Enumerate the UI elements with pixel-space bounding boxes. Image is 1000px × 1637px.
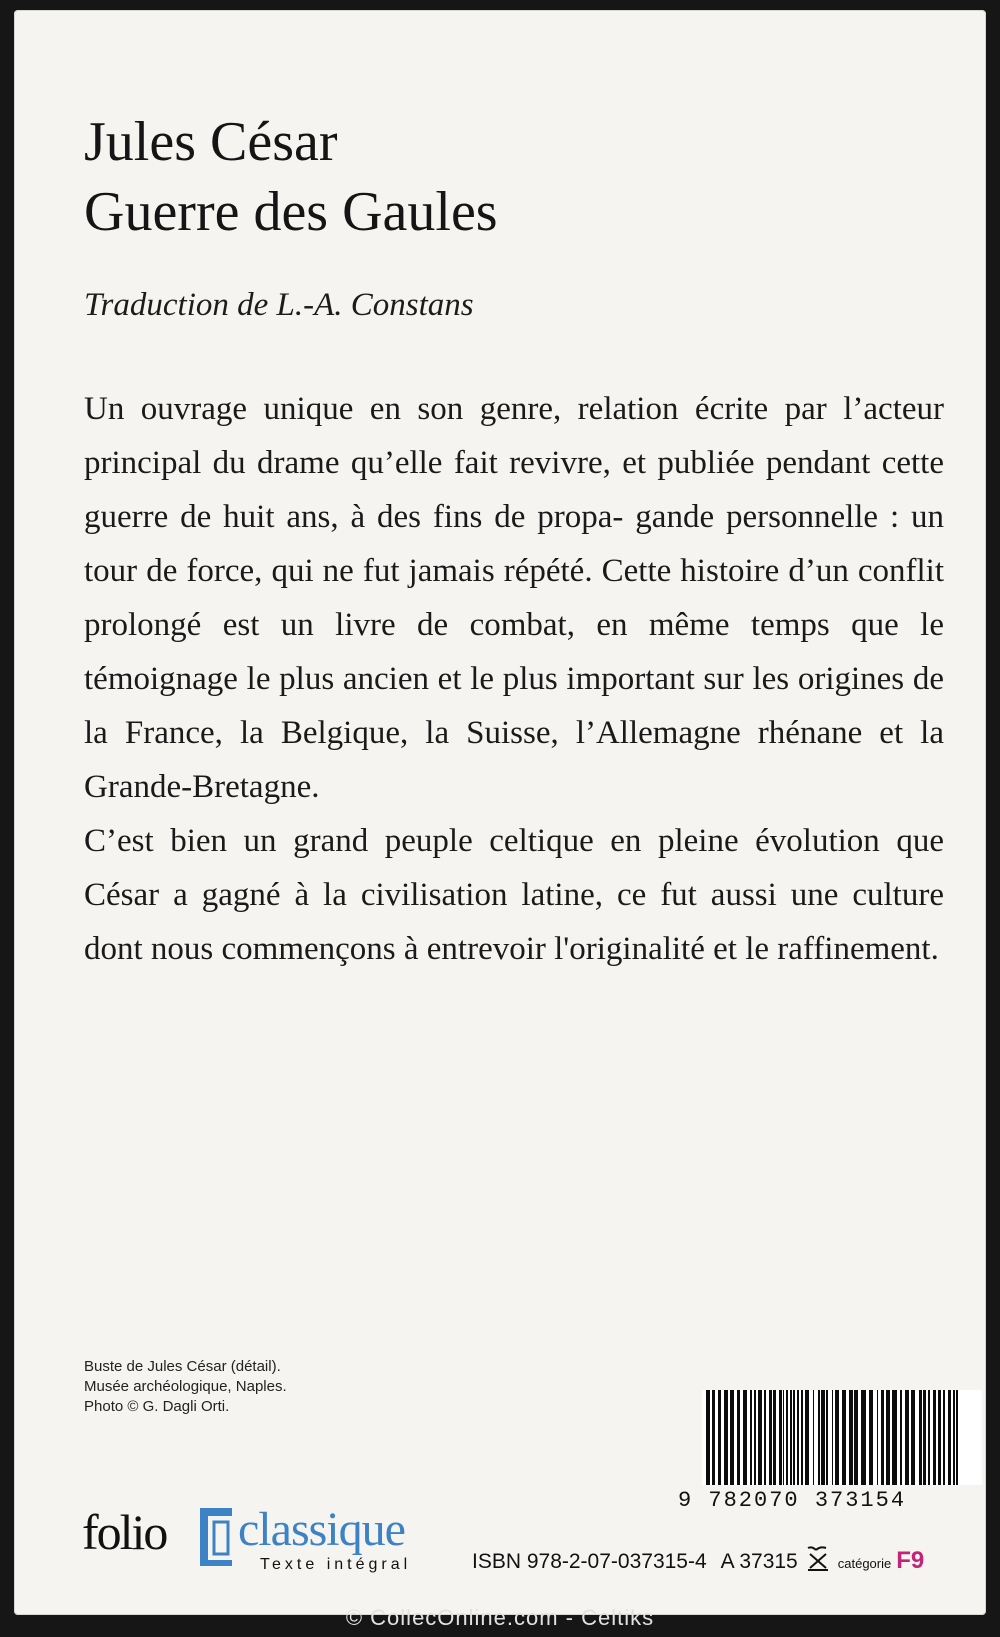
blurb-text xyxy=(84,382,944,976)
blurb-paragraph-2: C’est bien un grand peuple celtique en pleine évolution que César a gagné à la civilisation latine, ce fut aussi une culture dont nous commençons à entrevoir l'originalité et le raffinement. xyxy=(84,823,944,967)
folio-wordmark: folio xyxy=(82,1504,167,1560)
classique-wordmark: classique xyxy=(238,1503,405,1556)
folio-classique-logo xyxy=(82,1496,452,1576)
author-name: Jules César xyxy=(84,111,338,173)
texte-integral-label: Texte intégral xyxy=(260,1556,412,1573)
categorie-label: catégorie xyxy=(837,1556,892,1571)
isbn-line xyxy=(472,1538,924,1575)
photo-caption xyxy=(84,1357,287,1417)
book-back-cover xyxy=(14,10,986,1615)
watermark: © CollecOnline.com - Celtiks xyxy=(345,1605,655,1630)
book-title: Guerre des Gaules xyxy=(84,181,498,243)
caption-line-2: Musée archéologique, Naples. xyxy=(84,1378,287,1395)
blurb-paragraph-1: Un ouvrage unique en son genre, relation écrite par l’acteur principal du drame qu’elle fait revivre, et publiée pendant cette guerre de huit ans, à des fins de propa- gande personnelle : un tour de force, qui ne fut jamais répété. Cette histoire d’un conflit prolongé est un livre de combat, en même temps que le témoignage le plus ancien et le plus important sur les origines de la France, la Belgique, la Suisse, l’Allemagne rhénane et la Grande-Bretagne. xyxy=(84,391,944,805)
categorie-code: F9 xyxy=(896,1547,925,1574)
catalog-code: A 37315 xyxy=(720,1550,798,1573)
caption-line-3: Photo © G. Dagli Orti. xyxy=(84,1398,230,1415)
barcode-bar xyxy=(956,1390,958,1485)
isbn-number: ISBN 978-2-07-037315-4 xyxy=(472,1550,707,1573)
translation-credit: Traduction de L.-A. Constans xyxy=(84,287,474,323)
folio-bracket-icon xyxy=(194,1504,238,1570)
barcode-bars xyxy=(702,1390,982,1485)
barcode-digits: 9 782070 373154 xyxy=(678,1488,907,1513)
gallimard-emblem-icon xyxy=(804,1544,832,1574)
caption-line-1: Buste de Jules César (détail). xyxy=(84,1358,281,1375)
